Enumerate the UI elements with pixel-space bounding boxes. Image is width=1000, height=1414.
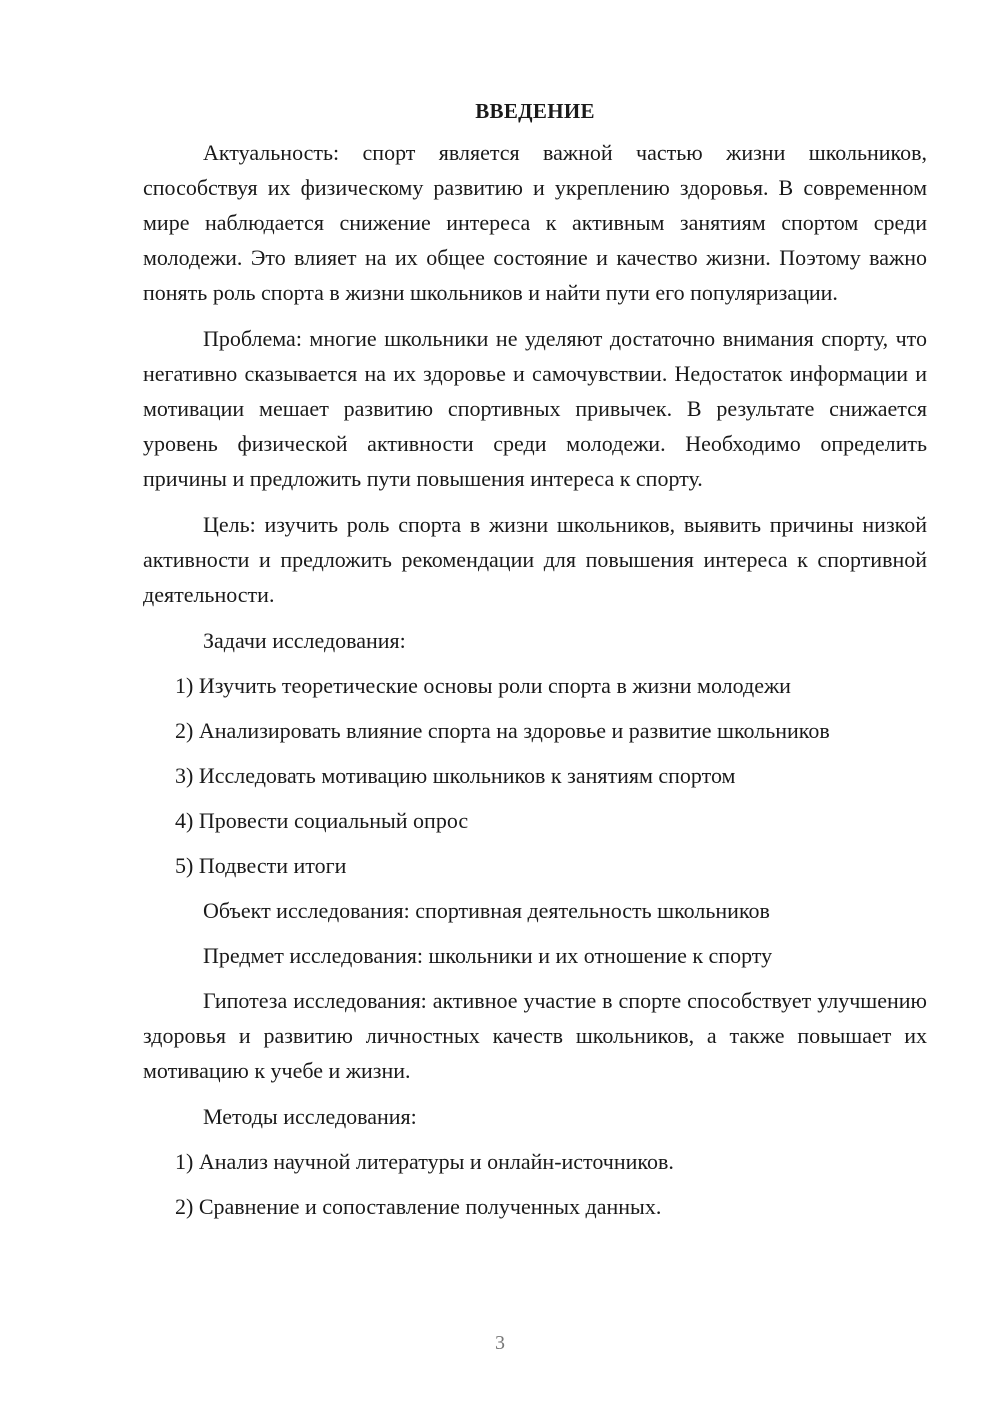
hypothesis-paragraph: Гипотеза исследования: активное участие в спорте способствует улучшению здоровья и развитию личностных качеств школьников, а также повышает их мотивацию к учебе и жизни. [143,988,927,1083]
list-item: 1) Анализ научной литературы и онлайн-источников. [175,1149,674,1174]
section-title: ВВЕДЕНИЕ [475,99,595,123]
page-number: 3 [495,1332,505,1354]
document-page [143,96,927,1234]
object-line: Объект исследования: спортивная деятельность школьников [203,898,770,923]
methods-heading: Методы исследования: [203,1104,417,1129]
list-item: 2) Анализировать влияние спорта на здоровье и развитие школьников [175,718,830,743]
problem-paragraph: Проблема: многие школьники не уделяют достаточно внимания спорту, что негативно сказывается на их здоровье и самочувствии. Недостаток информации и мотивации мешает развитию спортивных привычек. В результате снижается уровень физической активности среди молодежи. Необходимо определить причины и предложить пути повышения интереса к спорту. [143,326,927,491]
list-item: 3) Исследовать мотивацию школьников к занятиям спортом [175,763,736,788]
methods-list [143,1144,927,1224]
tasks-list [143,668,927,883]
list-item: 2) Сравнение и сопоставление полученных данных. [175,1194,662,1219]
list-item: 4) Провести социальный опрос [175,808,469,833]
goal-paragraph: Цель: изучить роль спорта в жизни школьников, выявить причины низкой активности и предложить рекомендации для повышения интереса к спортивной деятельности. [143,512,927,607]
tasks-heading: Задачи исследования: [203,628,406,653]
list-item: 1) Изучить теоретические основы роли спорта в жизни молодежи [175,673,791,698]
relevance-paragraph: Актуальность: спорт является важной частью жизни школьников, способствуя их физическому развитию и укреплению здоровья. В современном мире наблюдается снижение интереса к активным занятиям спортом среди молодежи. Это влияет на их общее состояние и качество жизни. Поэтому важно понять роль спорта в жизни школьников и найти пути его популяризации. [143,140,927,305]
subject-line: Предмет исследования: школьники и их отношение к спорту [203,943,773,968]
list-item: 5) Подвести итоги [175,853,347,878]
